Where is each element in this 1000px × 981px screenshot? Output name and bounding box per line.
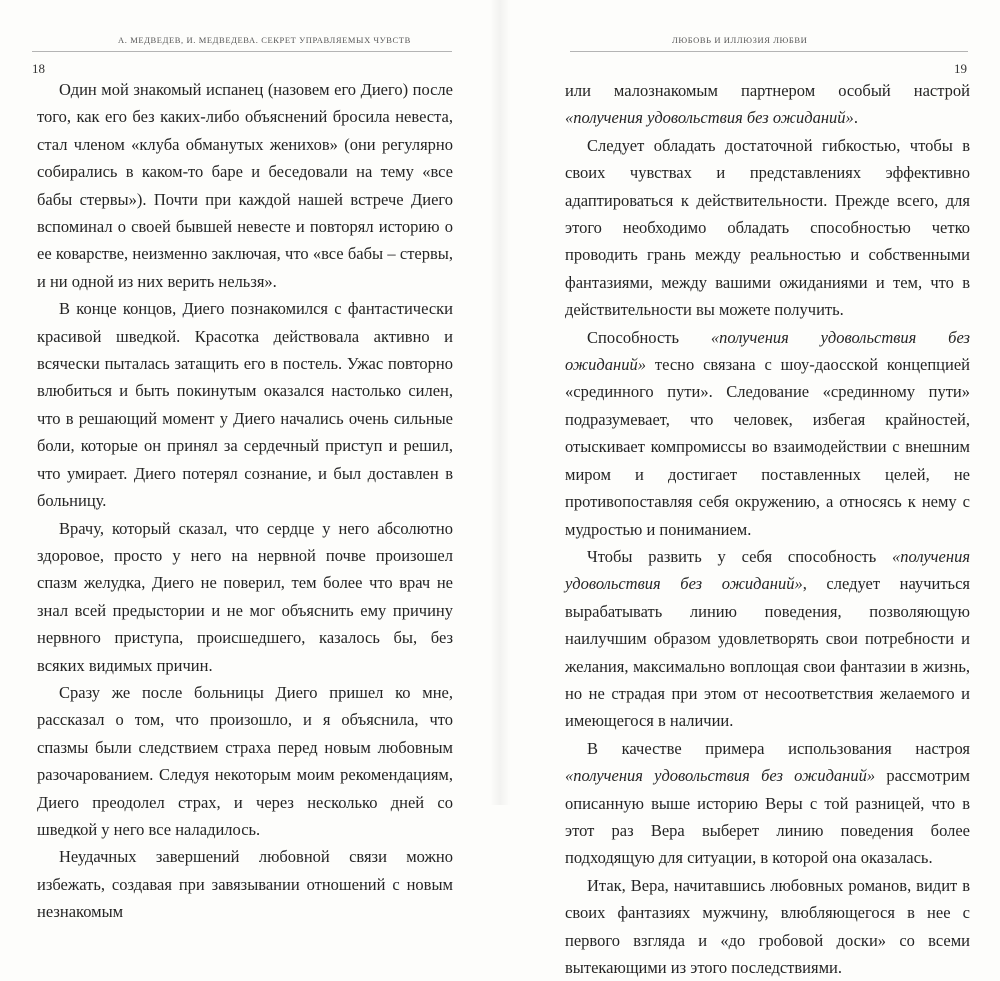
left-page (0, 0, 500, 922)
paragraph: Врачу, который сказал, что сердце у него абсолютно здоровое, просто у него на нервной почве произошел спазм желудка, Диего не поверил, тем более что врач не знал всей предыстории и не мог объяснить ему причину нервного приступа, происшедшего, казалось бы, без всяких видимых причин. (37, 518, 453, 675)
running-head: ЛЮБОВЬ И ИЛЛЮЗИЯ ЛЮБВИ (672, 35, 808, 45)
paragraph: Итак, Вера, начитавшись любовных романов, видит в своих фантазиях мужчину, влюбляющегося в нее с первого взгляда и «до гробовой доски» со всеми вытекающими из этого последствиями. (565, 875, 970, 977)
left-page-body (37, 76, 453, 926)
paragraph: В качестве примера использования настроя «получения удовольствия без ожиданий» рассмотрим описанную выше историю Веры с той разницей, что в этот раз Вера выберет линию поведения более подходящую для ситуации, в которой она оказалась. (565, 738, 970, 868)
left-page-header (32, 32, 452, 76)
paragraph: Неудачных завершений любовной связи можно избежать, создавая при завязывании отношений с новым незнакомым (37, 847, 453, 922)
page-number: 18 (32, 61, 45, 76)
paragraph: Способность «получения удовольствия без ожиданий» тесно связана с шоу-даосской концепцией «срединного пути». Следование «срединному пути» подразумевает, что человек, избегая крайностей, отыскивает компромиссы во взаимодействии с внешним миром и достигает поставленных целей, не противопоставляя себя окружению, а относясь к нему с мудростью и пониманием. (565, 327, 970, 539)
right-page-body (565, 77, 970, 981)
paragraph: В конце концов, Диего познакомился с фантастически красивой шведкой. Красотка действовала активно и всячески пыталась затащить его в постель. Ужас повторно влюбиться и быть покинутым оказался настолько силен, что в решающий момент у Диего начались очень сильные боли, которые он принял за сердечный приступ и решил, что умирает. Диего потерял сознание, и был доставлен в больницу. (37, 299, 453, 511)
running-head: А. МЕДВЕДЕВ, И. МЕДВЕДЕВА. СЕКРЕТ УПРАВЛЯЕМЫХ ЧУВСТВ (118, 35, 411, 45)
page-number: 19 (954, 61, 967, 76)
paragraph: Сразу же после больницы Диего пришел ко мне, рассказал о том, что произошло, и я объяснила, что спазмы были следствием страха перед новым любовным разочарованием. Следуя некоторым моим рекомендациям, Диего преодолел страх, и через несколько дней со шведкой у него все наладилось. (37, 682, 453, 839)
paragraph: Один мой знакомый испанец (назовем его Диего) после того, как его без каких-либо объяснений бросила невеста, стал членом «клуба обманутых женихов» (они регулярно собирались в каком-то баре и беседовали на тему «все бабы стервы»). Почти при каждой нашей встрече Диего вспоминал о своей бывшей невесте и повторял историю о ее коварстве, неизменно заключая, что «все бабы – стервы, и ни одной из них верить нельзя». (37, 80, 453, 291)
right-page-header (672, 32, 967, 76)
paragraph: Следует обладать достаточной гибкостью, чтобы в своих чувствах и представлениях эффективно адаптироваться к действительности. Прежде всего, для этого необходимо обладать способностью четко проводить грань между реальностью и собственными фантазиями, между вашими ожиданиями и тем, что в действительности вы можете получить. (565, 135, 970, 320)
right-page (500, 0, 1000, 977)
header-rule (570, 51, 968, 52)
paragraph: или малознакомым партнером особый настрой «получения удовольствия без ожиданий». (565, 81, 970, 128)
header-rule (32, 51, 452, 52)
paragraph: Чтобы развить у себя способность «получения удовольствия без ожиданий», следует научиться вырабатывать линию поведения, позволяющую наилучшим образом удовлетворять свои потребности и желания, максимально воплощая свои фантазии в жизнь, но не страдая при этом от несоответствия желаемого и имеющегося в наличии. (565, 546, 970, 731)
